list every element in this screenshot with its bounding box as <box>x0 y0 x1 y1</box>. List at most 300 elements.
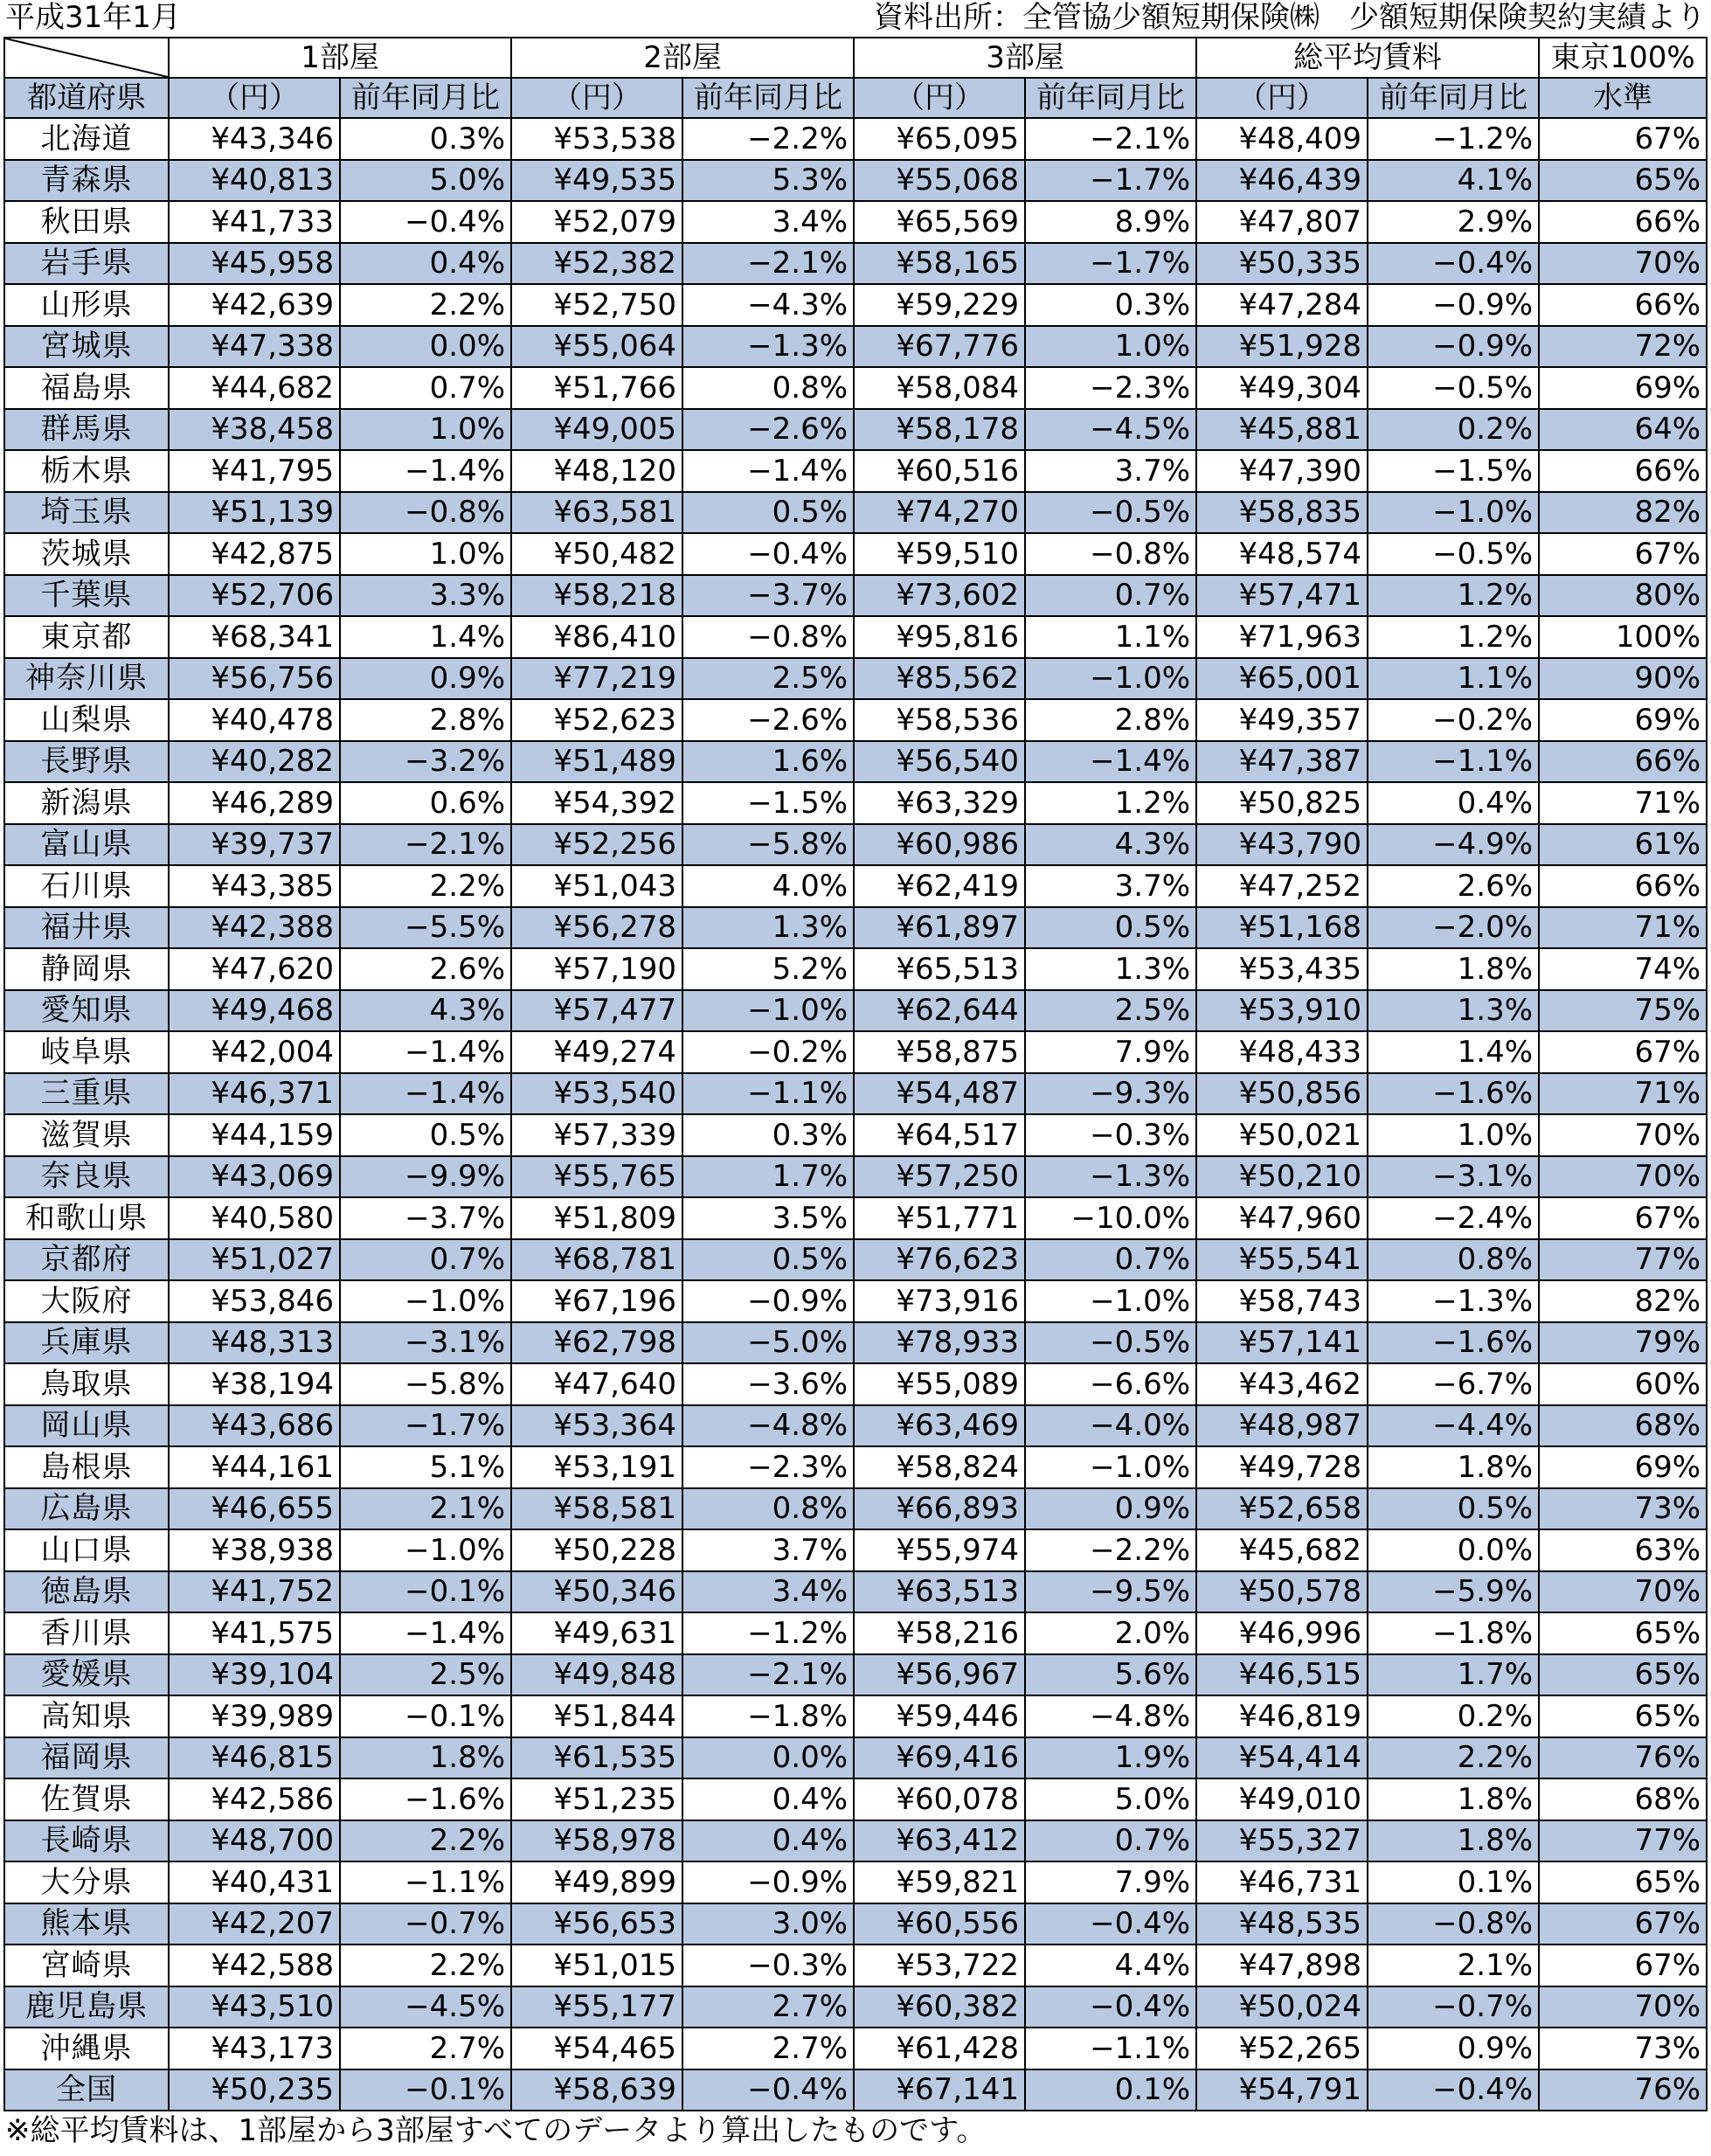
sub-header-yen: （円） <box>854 78 1025 118</box>
rent-1room-cell: ¥43,385 <box>169 865 340 907</box>
yoy-1room-cell: 0.0% <box>340 326 511 368</box>
prefecture-cell: 千葉県 <box>4 575 169 617</box>
yoy-2room-cell: −1.1% <box>682 1073 854 1115</box>
tokyo-level-cell: 73% <box>1539 1488 1707 1530</box>
table-row <box>4 575 1707 617</box>
rent-3room-cell: ¥59,821 <box>854 1861 1025 1903</box>
tokyo-level-cell: 66% <box>1539 201 1707 243</box>
yoy-1room-cell: −1.7% <box>340 1405 511 1447</box>
yoy-average-cell: −0.4% <box>1368 2069 1539 2111</box>
yoy-average-cell: −4.9% <box>1368 824 1539 866</box>
yoy-2room-cell: −3.6% <box>682 1363 854 1405</box>
rent-average-cell: ¥57,141 <box>1196 1322 1368 1364</box>
sub-header-level: 水準 <box>1539 78 1707 118</box>
rent-average-cell: ¥52,658 <box>1196 1488 1368 1530</box>
yoy-1room-cell: 2.5% <box>340 1654 511 1696</box>
group-header-row <box>4 38 1707 78</box>
rent-3room-cell: ¥65,095 <box>854 118 1025 160</box>
tokyo-level-cell: 67% <box>1539 533 1707 575</box>
rent-1room-cell: ¥41,752 <box>169 1571 340 1613</box>
yoy-2room-cell: −2.6% <box>682 699 854 741</box>
yoy-2room-cell: 0.8% <box>682 1488 854 1530</box>
prefecture-cell: 秋田県 <box>4 201 169 243</box>
rent-1room-cell: ¥46,371 <box>169 1073 340 1115</box>
group-header-1room: 1部屋 <box>169 38 511 78</box>
rent-1room-cell: ¥56,756 <box>169 658 340 700</box>
prefecture-cell: 福島県 <box>4 367 169 409</box>
yoy-3room-cell: 0.7% <box>1025 1239 1196 1281</box>
table-row <box>4 1945 1707 1986</box>
rent-3room-cell: ¥65,513 <box>854 948 1025 990</box>
table-row <box>4 1488 1707 1530</box>
yoy-1room-cell: −1.6% <box>340 1778 511 1820</box>
yoy-3room-cell: −0.8% <box>1025 533 1196 575</box>
prefecture-cell: 京都府 <box>4 1239 169 1281</box>
yoy-average-cell: 2.9% <box>1368 201 1539 243</box>
yoy-2room-cell: 5.3% <box>682 160 854 202</box>
yoy-3room-cell: 0.1% <box>1025 2069 1196 2111</box>
yoy-average-cell: −1.6% <box>1368 1073 1539 1115</box>
yoy-1room-cell: 2.2% <box>340 865 511 907</box>
yoy-3room-cell: −0.4% <box>1025 1986 1196 2028</box>
rent-3room-cell: ¥63,513 <box>854 1571 1025 1613</box>
yoy-2room-cell: −5.8% <box>682 824 854 866</box>
yoy-average-cell: −0.5% <box>1368 367 1539 409</box>
prefecture-cell: 長崎県 <box>4 1820 169 1862</box>
table-row <box>4 990 1707 1032</box>
table-row <box>4 948 1707 990</box>
group-header-2room: 2部屋 <box>511 38 854 78</box>
table-row <box>4 1446 1707 1488</box>
yoy-3room-cell: 0.7% <box>1025 1820 1196 1862</box>
yoy-3room-cell: −0.4% <box>1025 1903 1196 1945</box>
table-body <box>4 118 1707 2111</box>
yoy-2room-cell: −4.8% <box>682 1405 854 1447</box>
tokyo-level-cell: 69% <box>1539 699 1707 741</box>
tokyo-level-cell: 70% <box>1539 1986 1707 2028</box>
rent-average-cell: ¥54,791 <box>1196 2069 1368 2111</box>
rent-average-cell: ¥50,335 <box>1196 243 1368 285</box>
yoy-3room-cell: 1.3% <box>1025 948 1196 990</box>
tokyo-level-cell: 66% <box>1539 284 1707 326</box>
tokyo-level-cell: 67% <box>1539 1197 1707 1239</box>
rent-1room-cell: ¥42,588 <box>169 1945 340 1986</box>
yoy-3room-cell: 0.5% <box>1025 907 1196 949</box>
table-row <box>4 284 1707 326</box>
yoy-average-cell: −1.6% <box>1368 1322 1539 1364</box>
yoy-2room-cell: 3.4% <box>682 201 854 243</box>
prefecture-cell: 栃木県 <box>4 450 169 492</box>
rent-2room-cell: ¥51,015 <box>511 1945 682 1986</box>
table-row <box>4 907 1707 949</box>
yoy-1room-cell: −1.0% <box>340 1280 511 1322</box>
tokyo-level-cell: 70% <box>1539 1114 1707 1156</box>
yoy-1room-cell: 0.7% <box>340 367 511 409</box>
rent-2room-cell: ¥58,639 <box>511 2069 682 2111</box>
prefecture-cell: 宮崎県 <box>4 1945 169 1986</box>
rent-2room-cell: ¥51,766 <box>511 367 682 409</box>
yoy-2room-cell: −2.1% <box>682 1654 854 1696</box>
yoy-average-cell: 1.8% <box>1368 1778 1539 1820</box>
rent-2room-cell: ¥54,465 <box>511 2028 682 2069</box>
rent-1room-cell: ¥51,139 <box>169 492 340 534</box>
yoy-1room-cell: −3.7% <box>340 1197 511 1239</box>
rent-average-cell: ¥50,024 <box>1196 1986 1368 2028</box>
table-row <box>4 1986 1707 2028</box>
table-row <box>4 1239 1707 1281</box>
rent-average-cell: ¥50,856 <box>1196 1073 1368 1115</box>
rent-average-cell: ¥43,790 <box>1196 824 1368 866</box>
rent-average-cell: ¥48,409 <box>1196 118 1368 160</box>
rent-average-cell: ¥47,387 <box>1196 741 1368 783</box>
prefecture-cell: 山形県 <box>4 284 169 326</box>
prefecture-cell: 島根県 <box>4 1446 169 1488</box>
tokyo-level-cell: 69% <box>1539 367 1707 409</box>
rent-2room-cell: ¥54,392 <box>511 782 682 824</box>
rent-1room-cell: ¥46,815 <box>169 1737 340 1779</box>
yoy-3room-cell: 4.4% <box>1025 1945 1196 1986</box>
rent-average-cell: ¥55,327 <box>1196 1820 1368 1862</box>
table-row <box>4 2028 1707 2069</box>
rent-average-cell: ¥45,682 <box>1196 1529 1368 1571</box>
table-row <box>4 1571 1707 1613</box>
rent-2room-cell: ¥53,364 <box>511 1405 682 1447</box>
tokyo-level-cell: 66% <box>1539 865 1707 907</box>
rent-2room-cell: ¥50,346 <box>511 1571 682 1613</box>
yoy-average-cell: 1.3% <box>1368 990 1539 1032</box>
yoy-2room-cell: −1.3% <box>682 326 854 368</box>
yoy-2room-cell: 1.7% <box>682 1156 854 1198</box>
yoy-1room-cell: −2.1% <box>340 824 511 866</box>
sub-header-row <box>4 78 1707 118</box>
rent-3room-cell: ¥59,229 <box>854 284 1025 326</box>
prefecture-cell: 全国 <box>4 2069 169 2111</box>
yoy-1room-cell: 0.7% <box>340 1239 511 1281</box>
yoy-average-cell: 0.8% <box>1368 1239 1539 1281</box>
rent-average-cell: ¥50,210 <box>1196 1156 1368 1198</box>
yoy-2room-cell: 0.5% <box>682 492 854 534</box>
rent-2room-cell: ¥51,844 <box>511 1695 682 1737</box>
rent-2room-cell: ¥51,489 <box>511 741 682 783</box>
rent-1room-cell: ¥42,875 <box>169 533 340 575</box>
prefecture-cell: 青森県 <box>4 160 169 202</box>
yoy-1room-cell: 0.6% <box>340 782 511 824</box>
rent-1room-cell: ¥43,346 <box>169 118 340 160</box>
yoy-average-cell: −0.2% <box>1368 699 1539 741</box>
group-header-tokyo: 東京100% <box>1539 38 1707 78</box>
prefecture-cell: 奈良県 <box>4 1156 169 1198</box>
yoy-1room-cell: 1.0% <box>340 533 511 575</box>
group-header-average: 総平均賃料 <box>1196 38 1539 78</box>
diagonal-line <box>5 38 168 77</box>
yoy-average-cell: 0.2% <box>1368 409 1539 451</box>
rent-3room-cell: ¥53,722 <box>854 1945 1025 1986</box>
rent-3room-cell: ¥51,771 <box>854 1197 1025 1239</box>
prefecture-cell: 新潟県 <box>4 782 169 824</box>
report-date: 平成31年1月 <box>5 0 181 35</box>
yoy-1room-cell: −4.5% <box>340 1986 511 2028</box>
tokyo-level-cell: 70% <box>1539 1156 1707 1198</box>
yoy-2room-cell: −5.0% <box>682 1322 854 1364</box>
tokyo-level-cell: 61% <box>1539 824 1707 866</box>
rent-2room-cell: ¥57,190 <box>511 948 682 990</box>
yoy-2room-cell: −0.4% <box>682 2069 854 2111</box>
rent-1room-cell: ¥38,458 <box>169 409 340 451</box>
tokyo-level-cell: 65% <box>1539 1612 1707 1654</box>
yoy-2room-cell: 0.8% <box>682 367 854 409</box>
yoy-average-cell: −0.9% <box>1368 326 1539 368</box>
yoy-3room-cell: 0.9% <box>1025 1488 1196 1530</box>
rent-average-cell: ¥50,578 <box>1196 1571 1368 1613</box>
yoy-3room-cell: −6.6% <box>1025 1363 1196 1405</box>
table-row <box>4 1529 1707 1571</box>
prefecture-cell: 愛媛県 <box>4 1654 169 1696</box>
yoy-1room-cell: −0.1% <box>340 1571 511 1613</box>
yoy-3room-cell: −1.7% <box>1025 243 1196 285</box>
tokyo-level-cell: 66% <box>1539 450 1707 492</box>
rent-average-cell: ¥52,265 <box>1196 2028 1368 2069</box>
rent-average-cell: ¥46,515 <box>1196 1654 1368 1696</box>
yoy-3room-cell: −1.0% <box>1025 1280 1196 1322</box>
yoy-average-cell: 0.5% <box>1368 1488 1539 1530</box>
rent-3room-cell: ¥85,562 <box>854 658 1025 700</box>
yoy-3room-cell: −4.0% <box>1025 1405 1196 1447</box>
sub-header-yoy: 前年同月比 <box>1368 78 1539 118</box>
yoy-2room-cell: 1.3% <box>682 907 854 949</box>
rent-average-cell: ¥48,574 <box>1196 533 1368 575</box>
rent-2room-cell: ¥47,640 <box>511 1363 682 1405</box>
yoy-1room-cell: 4.3% <box>340 990 511 1032</box>
table-row <box>4 533 1707 575</box>
rent-2room-cell: ¥49,274 <box>511 1031 682 1073</box>
yoy-1room-cell: 2.8% <box>340 699 511 741</box>
table-row <box>4 1363 1707 1405</box>
yoy-3room-cell: 4.3% <box>1025 824 1196 866</box>
prefecture-cell: 岡山県 <box>4 1405 169 1447</box>
rent-3room-cell: ¥58,178 <box>854 409 1025 451</box>
yoy-average-cell: 0.4% <box>1368 782 1539 824</box>
rent-average-cell: ¥49,357 <box>1196 699 1368 741</box>
yoy-2room-cell: 0.3% <box>682 1114 854 1156</box>
yoy-average-cell: −1.5% <box>1368 450 1539 492</box>
rent-2room-cell: ¥49,899 <box>511 1861 682 1903</box>
tokyo-level-cell: 71% <box>1539 907 1707 949</box>
rent-3room-cell: ¥61,428 <box>854 2028 1025 2069</box>
rent-2room-cell: ¥58,581 <box>511 1488 682 1530</box>
prefecture-cell: 鳥取県 <box>4 1363 169 1405</box>
rent-1room-cell: ¥53,846 <box>169 1280 340 1322</box>
rent-1room-cell: ¥39,989 <box>169 1695 340 1737</box>
yoy-2room-cell: −2.1% <box>682 243 854 285</box>
sub-header-yoy: 前年同月比 <box>340 78 511 118</box>
rent-1room-cell: ¥46,655 <box>169 1488 340 1530</box>
rent-1room-cell: ¥42,207 <box>169 1903 340 1945</box>
yoy-2room-cell: −2.6% <box>682 409 854 451</box>
yoy-average-cell: 1.8% <box>1368 1820 1539 1862</box>
rent-2room-cell: ¥49,631 <box>511 1612 682 1654</box>
rent-3room-cell: ¥55,974 <box>854 1529 1025 1571</box>
sub-header-yen: （円） <box>511 78 682 118</box>
tokyo-level-cell: 63% <box>1539 1529 1707 1571</box>
yoy-3room-cell: 5.6% <box>1025 1654 1196 1696</box>
prefecture-cell: 福井県 <box>4 907 169 949</box>
rent-3room-cell: ¥63,329 <box>854 782 1025 824</box>
rent-2room-cell: ¥53,538 <box>511 118 682 160</box>
rent-3room-cell: ¥58,216 <box>854 1612 1025 1654</box>
sub-header-yen: （円） <box>169 78 340 118</box>
yoy-1room-cell: −1.1% <box>340 1861 511 1903</box>
table-row <box>4 741 1707 783</box>
yoy-average-cell: 1.2% <box>1368 616 1539 658</box>
rent-3room-cell: ¥57,250 <box>854 1156 1025 1198</box>
yoy-average-cell: −0.9% <box>1368 284 1539 326</box>
rent-1room-cell: ¥42,639 <box>169 284 340 326</box>
yoy-3room-cell: −1.0% <box>1025 658 1196 700</box>
yoy-1room-cell: 2.2% <box>340 284 511 326</box>
rent-3room-cell: ¥67,776 <box>854 326 1025 368</box>
table-row <box>4 1405 1707 1447</box>
tokyo-level-cell: 60% <box>1539 1363 1707 1405</box>
yoy-1room-cell: −1.4% <box>340 1031 511 1073</box>
rent-2room-cell: ¥63,581 <box>511 492 682 534</box>
tokyo-level-cell: 79% <box>1539 1322 1707 1364</box>
rent-3room-cell: ¥73,602 <box>854 575 1025 617</box>
rent-average-cell: ¥45,881 <box>1196 409 1368 451</box>
yoy-2room-cell: −0.9% <box>682 1861 854 1903</box>
yoy-3room-cell: −1.0% <box>1025 1446 1196 1488</box>
rent-1room-cell: ¥46,289 <box>169 782 340 824</box>
yoy-1room-cell: 3.3% <box>340 575 511 617</box>
rent-2room-cell: ¥86,410 <box>511 616 682 658</box>
rent-2room-cell: ¥50,482 <box>511 533 682 575</box>
yoy-average-cell: −2.4% <box>1368 1197 1539 1239</box>
prefecture-cell: 東京都 <box>4 616 169 658</box>
yoy-1room-cell: 0.4% <box>340 243 511 285</box>
yoy-2room-cell: 0.4% <box>682 1778 854 1820</box>
rent-average-cell: ¥47,807 <box>1196 201 1368 243</box>
rent-average-cell: ¥58,743 <box>1196 1280 1368 1322</box>
rent-1room-cell: ¥41,575 <box>169 1612 340 1654</box>
rent-2room-cell: ¥55,064 <box>511 326 682 368</box>
yoy-average-cell: 1.8% <box>1368 1446 1539 1488</box>
rent-3room-cell: ¥63,412 <box>854 1820 1025 1862</box>
rent-3room-cell: ¥62,419 <box>854 865 1025 907</box>
rent-2room-cell: ¥52,079 <box>511 201 682 243</box>
rent-average-cell: ¥43,462 <box>1196 1363 1368 1405</box>
yoy-1room-cell: −9.9% <box>340 1156 511 1198</box>
table-row <box>4 865 1707 907</box>
tokyo-level-cell: 70% <box>1539 1571 1707 1613</box>
yoy-3room-cell: 1.9% <box>1025 1737 1196 1779</box>
yoy-1room-cell: −5.5% <box>340 907 511 949</box>
yoy-3room-cell: −9.5% <box>1025 1571 1196 1613</box>
yoy-average-cell: 1.8% <box>1368 948 1539 990</box>
yoy-average-cell: 2.1% <box>1368 1945 1539 1986</box>
prefecture-cell: 埼玉県 <box>4 492 169 534</box>
rent-3room-cell: ¥95,816 <box>854 616 1025 658</box>
yoy-3room-cell: 0.3% <box>1025 284 1196 326</box>
tokyo-level-cell: 67% <box>1539 1903 1707 1945</box>
rent-2room-cell: ¥58,218 <box>511 575 682 617</box>
prefecture-cell: 熊本県 <box>4 1903 169 1945</box>
prefecture-cell: 和歌山県 <box>4 1197 169 1239</box>
yoy-2room-cell: 1.6% <box>682 741 854 783</box>
yoy-2room-cell: −1.2% <box>682 1612 854 1654</box>
tokyo-level-cell: 71% <box>1539 1073 1707 1115</box>
yoy-3room-cell: 2.0% <box>1025 1612 1196 1654</box>
rent-average-cell: ¥55,541 <box>1196 1239 1368 1281</box>
prefecture-cell: 岩手県 <box>4 243 169 285</box>
rent-3room-cell: ¥58,824 <box>854 1446 1025 1488</box>
table-row <box>4 1280 1707 1322</box>
rent-average-cell: ¥53,435 <box>1196 948 1368 990</box>
rent-1room-cell: ¥51,027 <box>169 1239 340 1281</box>
prefecture-cell: 石川県 <box>4 865 169 907</box>
rent-1room-cell: ¥45,958 <box>169 243 340 285</box>
rent-2room-cell: ¥68,781 <box>511 1239 682 1281</box>
yoy-3room-cell: −1.1% <box>1025 2028 1196 2069</box>
yoy-1room-cell: −3.1% <box>340 1322 511 1364</box>
yoy-3room-cell: 3.7% <box>1025 450 1196 492</box>
prefecture-cell: 香川県 <box>4 1612 169 1654</box>
rent-average-cell: ¥46,819 <box>1196 1695 1368 1737</box>
yoy-1room-cell: 0.3% <box>340 118 511 160</box>
yoy-2room-cell: −0.2% <box>682 1031 854 1073</box>
rent-2room-cell: ¥67,196 <box>511 1280 682 1322</box>
table-row <box>4 1778 1707 1820</box>
yoy-2room-cell: −1.5% <box>682 782 854 824</box>
prefecture-cell: 岐阜県 <box>4 1031 169 1073</box>
table-row <box>4 1695 1707 1737</box>
table-row <box>4 1737 1707 1779</box>
yoy-2room-cell: 3.7% <box>682 1529 854 1571</box>
yoy-2room-cell: −3.7% <box>682 575 854 617</box>
prefecture-cell: 福岡県 <box>4 1737 169 1779</box>
rent-1room-cell: ¥44,161 <box>169 1446 340 1488</box>
rent-1room-cell: ¥44,682 <box>169 367 340 409</box>
rent-2room-cell: ¥77,219 <box>511 658 682 700</box>
yoy-average-cell: 4.1% <box>1368 160 1539 202</box>
table-row <box>4 616 1707 658</box>
rent-1room-cell: ¥40,478 <box>169 699 340 741</box>
rent-1room-cell: ¥43,510 <box>169 1986 340 2028</box>
prefecture-cell: 長野県 <box>4 741 169 783</box>
prefecture-cell: 大阪府 <box>4 1280 169 1322</box>
rent-2room-cell: ¥56,278 <box>511 907 682 949</box>
yoy-2room-cell: 3.4% <box>682 1571 854 1613</box>
rent-1room-cell: ¥50,235 <box>169 2069 340 2111</box>
prefecture-cell: 神奈川県 <box>4 658 169 700</box>
tokyo-level-cell: 64% <box>1539 409 1707 451</box>
rent-2room-cell: ¥55,765 <box>511 1156 682 1198</box>
prefecture-cell: 滋賀県 <box>4 1114 169 1156</box>
yoy-1room-cell: −5.8% <box>340 1363 511 1405</box>
rent-average-cell: ¥65,001 <box>1196 658 1368 700</box>
rent-1room-cell: ¥48,700 <box>169 1820 340 1862</box>
sub-header-yoy: 前年同月比 <box>682 78 854 118</box>
rent-2room-cell: ¥49,535 <box>511 160 682 202</box>
yoy-1room-cell: −1.4% <box>340 1073 511 1115</box>
table-row <box>4 1197 1707 1239</box>
tokyo-level-cell: 65% <box>1539 1654 1707 1696</box>
yoy-1room-cell: −0.1% <box>340 1695 511 1737</box>
yoy-3room-cell: 1.0% <box>1025 326 1196 368</box>
yoy-average-cell: 0.9% <box>1368 2028 1539 2069</box>
prefecture-cell: 茨城県 <box>4 533 169 575</box>
yoy-2room-cell: −2.2% <box>682 118 854 160</box>
rent-1room-cell: ¥40,813 <box>169 160 340 202</box>
rent-1room-cell: ¥47,620 <box>169 948 340 990</box>
